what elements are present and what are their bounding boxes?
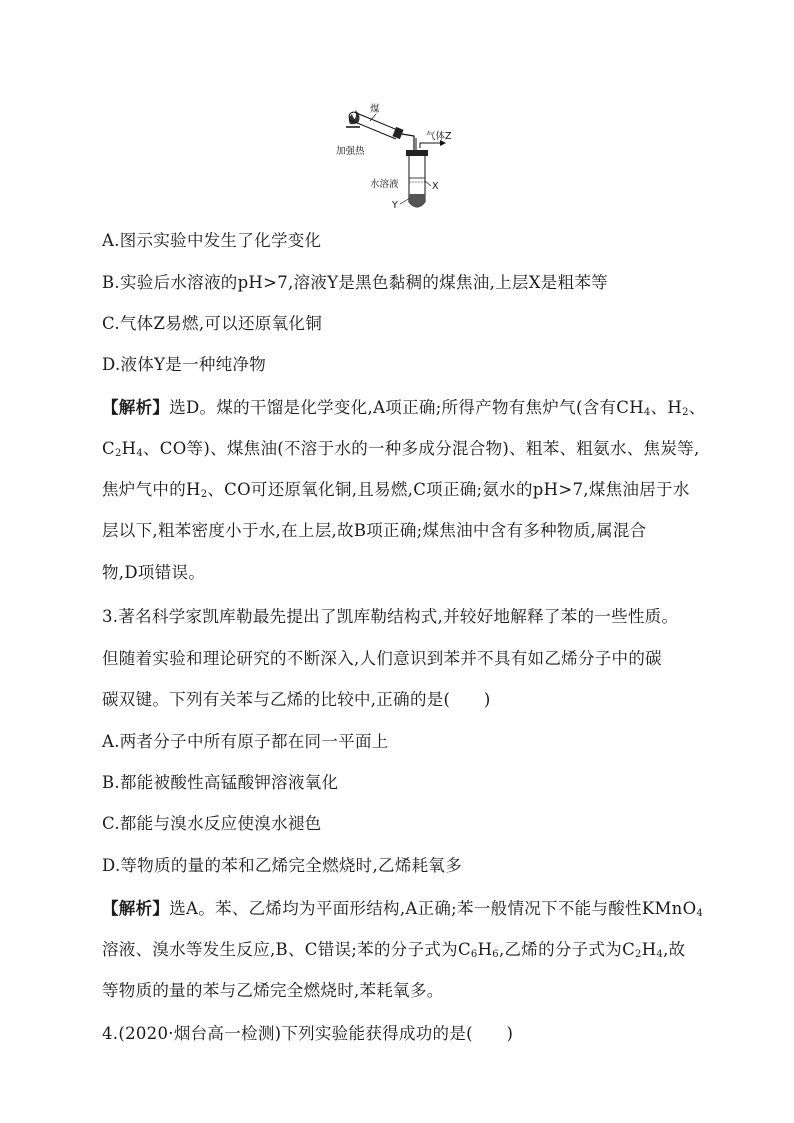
q3-option-b: B.都能被酸性高锰酸钾溶液氧化 — [102, 773, 339, 792]
label-heat: 加强热 — [336, 146, 365, 157]
q3-option-d: D.等物质的量的苯和乙烯完全燃烧时,乙烯耗氧多 — [102, 856, 463, 875]
q3-option-a: A.两者分子中所有原子都在同一平面上 — [102, 732, 389, 751]
apparatus-diagram — [330, 98, 470, 214]
q3-analysis-line-3: 等物质的量的苯与乙烯完全燃烧时,苯耗氧多。 — [102, 981, 444, 1000]
analysis-tag: 【解析】 — [102, 899, 170, 918]
q3-option-c: C.都能与溴水反应使溴水褪色 — [102, 814, 322, 833]
q3-stem-line-2: 但随着实验和理论研究的不断深入,人们意识到苯并不具有如乙烯分子中的碳 — [102, 649, 662, 668]
q3-analysis-line-2: 溶液、溴水等发生反应,B、C错误;苯的分子式为$C_6H_6$,乙烯的分子式为$C_2H_4$,故 — [102, 940, 686, 960]
q3-stem-line-3: 碳双键。下列有关苯与乙烯的比较中,正确的是( ) — [102, 690, 491, 709]
label-coal: 煤 — [370, 104, 380, 115]
label-x: X — [432, 181, 439, 192]
q2-option-d: D.液体Y是一种纯净物 — [102, 355, 267, 374]
q2-analysis-line-1: 【解析】选D。煤的干馏是化学变化,A项正确;所得产物有焦炉气(含有$CH_4$、$H_2$、 — [102, 398, 706, 418]
q2-analysis-line-4: 层以下,粗苯密度小于水,在上层,故B项正确;煤焦油中含有多种物质,属混合 — [102, 521, 647, 540]
label-y: Y — [392, 200, 398, 211]
q2-analysis-line-3: 焦炉气中的$H_2$、CO可还原氧化铜,且易燃,C项正确;氨水的pH>7,煤焦油居于水 — [102, 480, 690, 500]
q3-stem-line-1: 3.著名科学家凯库勒最先提出了凯库勒结构式,并较好地解释了苯的一些性质。 — [102, 607, 679, 626]
q2-analysis-line-2: $C_2H_4$、CO等)、煤焦油(不溶于水的一种多成分混合物)、粗苯、粗氨水、焦炭等, — [102, 439, 700, 459]
q2-option-c: C.气体Z易燃,可以还原氧化铜 — [102, 314, 322, 333]
label-solution: 水溶液 — [370, 179, 399, 190]
q2-option-b: B.实验后水溶液的pH>7,溶液Y是黑色黏稠的煤焦油,上层X是粗苯等 — [102, 273, 608, 292]
analysis-tag: 【解析】 — [102, 398, 170, 417]
q4-stem: 4.(2020·烟台高一检测)下列实验能获得成功的是( ) — [102, 1024, 514, 1043]
q3-analysis-line-1: 【解析】选A。苯、乙烯均为平面形结构,A正确;苯一般情况下不能与酸性KMnO$_4$ — [102, 899, 704, 919]
label-gas-z: 气体Z — [426, 131, 452, 142]
coal-distillation-figure — [330, 98, 470, 214]
q2-analysis-line-5: 物,D项错误。 — [102, 563, 206, 582]
q2-option-a: A.图示实验中发生了化学变化 — [102, 231, 322, 250]
